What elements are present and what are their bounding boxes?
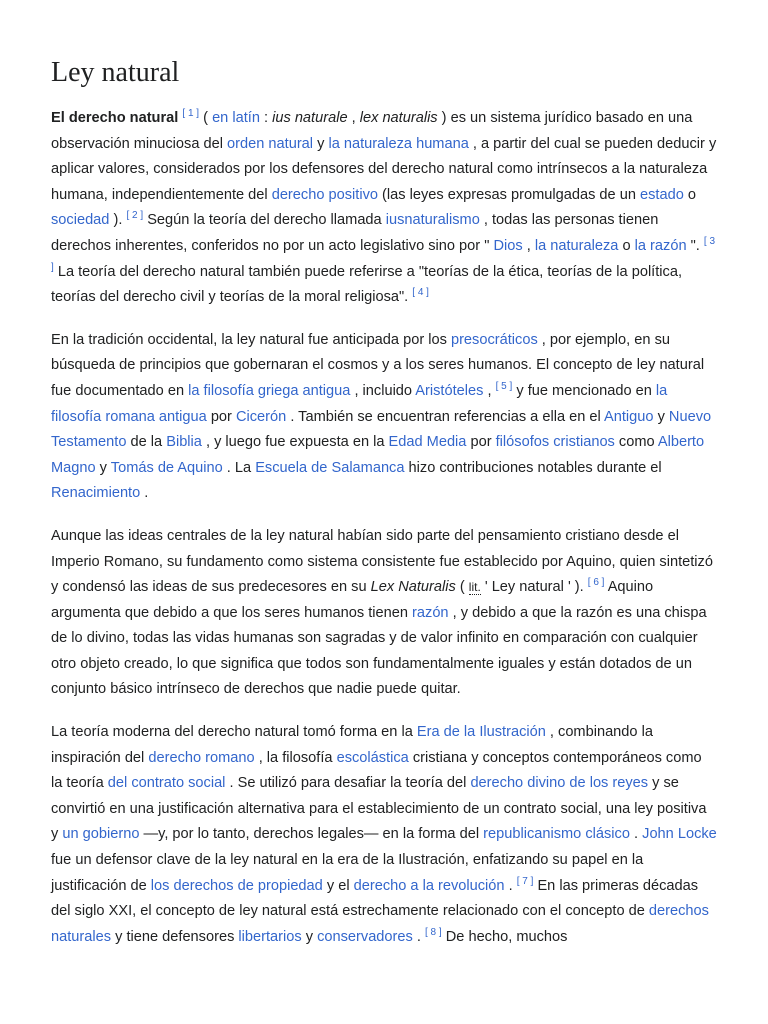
reference-sup [126,210,143,221]
wiki-link[interactable]: Biblia [166,434,202,451]
wiki-link[interactable]: derechos naturales [51,903,709,945]
paragraph: La teoría moderna del derecho natural tomó forma en la Era de la Ilustración , combinando la inspiración del derecho romano , la filosofía escolástica cristiana y conceptos contemporáneos como la teoría del contrato social . Se utilizó para desafiar la teoría del derecho divino de los reyes y se convirtió en una justificación alternativa para el establecimiento de un contrato social, una ley positiva y un gobierno —y, por lo tanto, derechos legales— en la forma del republicanismo clásico . John Locke fue un defensor clave de la ley natural en la era de la Ilustración, enfatizando su papel en la justificación de los derechos de propiedad y el derecho a la revolución . [ 7 ] En las primeras décadas del siglo XXI, el concepto de ley natural está estrechamente relacionado con el concepto de derechos naturales y tiene defensores libertarios y conservadores . [ 8 ] De hecho, muchos [51,724,717,945]
reference-link[interactable]: [ 1 ] [182,108,200,119]
reference-sup [517,876,534,887]
wiki-link[interactable]: Tomás de Aquino [110,459,223,476]
wiki-link[interactable]: razón [412,604,449,621]
wiki-link[interactable]: los derechos de propiedad [150,877,323,894]
abbreviation: lit. [468,580,481,595]
reference-link[interactable]: [ 2 ] [126,210,144,222]
wiki-link[interactable]: un gobierno [62,826,140,843]
wiki-link[interactable]: en latín [212,110,260,126]
wiki-link[interactable]: derecho positivo [271,186,378,203]
wiki-link[interactable]: republicanismo clásico [483,826,630,843]
reference-link[interactable]: [ 6 ] [587,577,605,589]
wiki-link[interactable]: del contrato social [107,775,226,792]
italic-term: lex naturalis [359,110,438,126]
italic-term: Lex Naturalis [370,579,456,596]
reference-sup [496,381,513,392]
reference-link[interactable]: [ 8 ] [425,926,442,938]
wiki-link[interactable]: la filosofía griega antigua [188,382,351,399]
wiki-link[interactable]: Renacimiento [51,485,141,502]
page-title: Ley natural [51,57,180,88]
reference-link[interactable]: [ 5 ] [495,380,513,392]
paragraph: Aunque las ideas centrales de la ley natural habían sido parte del pensamiento cristiano desde el Imperio Romano, su fundamento como sistema consistente fue establecido por Aquino, quien sintetizó y condensó las ideas de sus predecesores en su Lex Naturalis ( lit. ' Ley natural ' ). [ 6 ] Aquino argumenta que debido a que los seres humanos tienen razón , y debido a que la razón es una chispa de lo divino, todas las vidas humanas son sagradas y de valor infinito en comparación con cualquier otro objeto creado, lo que significa que todos son fundamentalmente iguales y están dotados de un conjunto básico intrínseco de derechos que nadie puede quitar. [51,527,713,698]
reference-link[interactable]: [ 4 ] [412,287,429,299]
wiki-link[interactable]: Aristóteles [415,382,484,399]
wiki-link[interactable]: estado [640,186,684,203]
reference-sup [425,927,442,938]
wiki-link[interactable]: derecho divino de los reyes [470,775,649,792]
wiki-link[interactable]: libertarios [238,928,302,945]
wiki-link[interactable]: Cicerón [235,408,287,425]
wiki-link[interactable]: la naturaleza [534,237,619,254]
paragraph: En la tradición occidental, la ley natural fue anticipada por los presocráticos , por ejemplo, en su búsqueda de principios que gobernaran el cosmos y a los seres humanos. El concepto de ley natural fue documentado en la filosofía griega antigua , incluido Aristóteles , [ 5 ] y fue mencionado en la filosofía romana antigua por Cicerón . También se encuentran referencias a ella en el Antiguo y Nuevo Testamento de la Biblia , y luego fue expuesta en la Edad Media por filósofos cristianos como Alberto Magno y Tomás de Aquino . La Escuela de Salamanca hizo contribuciones notables durante el Renacimiento . [51,331,712,502]
wiki-link[interactable]: Escuela de Salamanca [255,459,405,476]
wiki-link[interactable]: Nuevo Testamento [51,408,712,451]
article-body [51,106,717,950]
paragraph: El derecho natural [ 1 ] ( en latín : ius naturale , lex naturalis ) es un sistema jurídico basado en una observación minuciosa del orden natural y la naturaleza humana , a partir del cual se pueden deducir y aplicar valores, considerados por los defensores del derecho natural como intrínsecos a la naturaleza humana, independientemente del derecho positivo (las leyes expresas promulgadas de un estado o sociedad ). [ 2 ] Según la teoría del derecho llamada iusnaturalismo , todas las personas tienen derechos inherentes, conferidos no por un acto legislativo sino por " Dios , la naturaleza o la razón ". [ 3 ] La teoría del derecho natural también puede referirse a "teorías de la ética, teorías de la política, teorías del derecho civil y teorías de la moral religiosa". [ 4 ] [51,108,717,306]
wiki-link[interactable]: derecho a la revolución [353,877,505,894]
wiki-link[interactable]: Alberto Magno [51,434,705,476]
reference-link[interactable]: [ 7 ] [516,875,534,887]
wiki-link[interactable]: presocráticos [450,331,538,348]
wiki-link[interactable]: Edad Media [388,434,467,451]
wiki-link[interactable]: derecho romano [148,749,255,766]
italic-term: ius naturale [272,110,348,126]
reference-sup [588,577,605,588]
wiki-link[interactable]: Antiguo [604,408,654,425]
wiki-link[interactable]: orden natural [227,135,314,152]
wiki-link[interactable]: conservadores [317,928,413,945]
wiki-link[interactable]: filósofos cristianos [495,434,615,451]
wiki-link[interactable]: la razón [634,237,687,254]
reference-sup [412,287,429,298]
reference-sup [182,108,199,119]
wiki-link[interactable]: sociedad [51,212,110,229]
wiki-link[interactable]: escolástica [336,749,409,766]
wiki-link[interactable]: iusnaturalismo [385,212,480,229]
wiki-link[interactable]: Era de la Ilustración [416,724,546,741]
wiki-link[interactable]: la naturaleza humana [328,135,469,152]
bold-term: El derecho natural [51,110,179,126]
wiki-link[interactable]: Dios [493,237,523,254]
wiki-link[interactable]: John Locke [642,826,717,843]
wiki-link[interactable]: la filosofía romana antigua [51,382,668,425]
reference-link[interactable]: [ 3 ] [51,235,716,273]
